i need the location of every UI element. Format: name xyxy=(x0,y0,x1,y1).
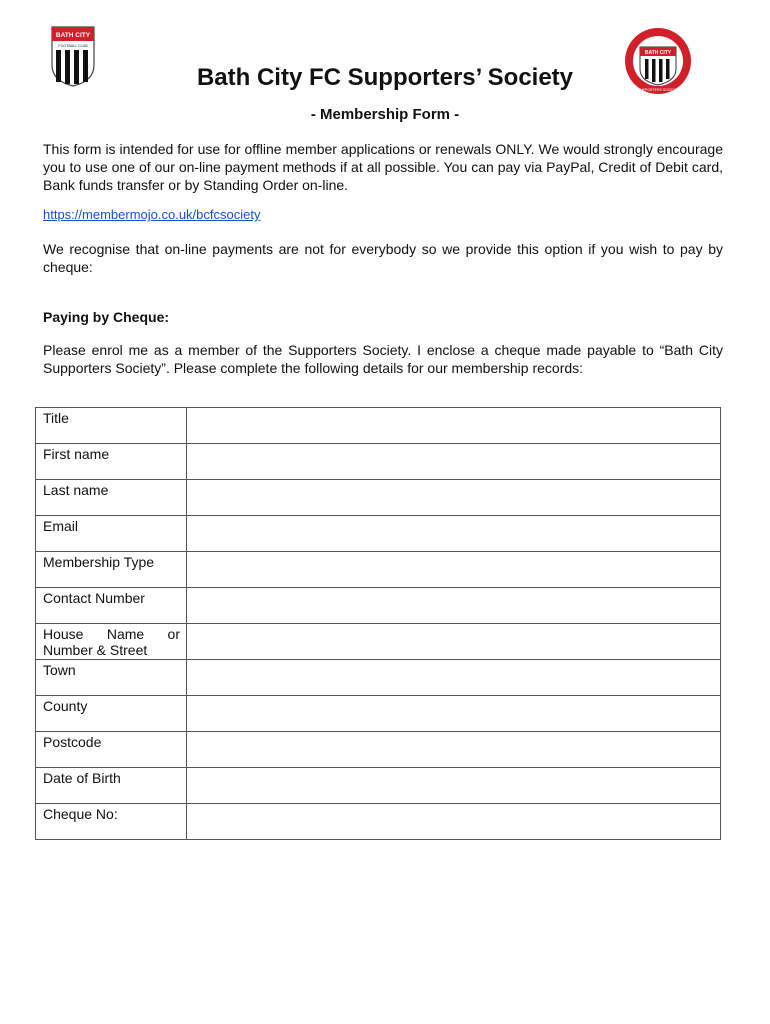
field-value-date-of-birth[interactable] xyxy=(187,768,721,804)
paying-by-cheque-heading: Paying by Cheque: xyxy=(43,309,170,325)
field-value-membership-type[interactable] xyxy=(187,552,721,588)
cheque-note-paragraph: We recognise that on-line payments are not for everybody so we provide this option if you wish to pay by cheque: xyxy=(43,241,723,275)
field-label-town: Town xyxy=(36,660,187,696)
enrol-paragraph: Please enrol me as a member of the Supporters Society. I enclose a cheque made payable to “Bath City Supporters Society”. Please complete the following details for our membership records: xyxy=(43,342,723,376)
field-value-title[interactable] xyxy=(187,408,721,444)
table-row xyxy=(36,696,721,732)
page-title: Bath City FC Supporters’ Society xyxy=(196,64,574,91)
field-value-town[interactable] xyxy=(187,660,721,696)
round-logo-text: BATH CITY xyxy=(644,50,672,56)
membership-details-table xyxy=(35,407,721,840)
table-row xyxy=(36,624,721,660)
field-label-first-name: First name xyxy=(36,444,187,480)
field-label-date-of-birth: Date of Birth xyxy=(36,768,187,804)
field-label-house-name xyxy=(36,624,187,660)
crest-subtext: FOOTBALL CLUB xyxy=(58,44,88,48)
field-label-last-name: Last name xyxy=(36,480,187,516)
crest-text: BATH CITY xyxy=(55,32,91,39)
intro-paragraph: This form is intended for use for offline member applications or renewals ONLY. We would strongly encourage you to use one of our on-line payment methods if at all possible. You can pay via PayPal, Credit of Debit card, Bank funds transfer or by Standing Order on-line. xyxy=(43,141,723,193)
table-row xyxy=(36,444,721,480)
field-value-last-name[interactable] xyxy=(187,480,721,516)
table-row xyxy=(36,552,721,588)
field-label-county: County xyxy=(36,696,187,732)
field-label-cheque-no: Cheque No: xyxy=(36,804,187,840)
table-row xyxy=(36,408,721,444)
field-label-title: Title xyxy=(36,408,187,444)
field-label-membership-type: Membership Type xyxy=(36,552,187,588)
table-row xyxy=(36,660,721,696)
table-row xyxy=(36,480,721,516)
field-label-email: Email xyxy=(36,516,187,552)
table-row xyxy=(36,768,721,804)
table-row xyxy=(36,804,721,840)
field-value-house-name[interactable] xyxy=(187,624,721,660)
field-label-house-name-line1: House Name or xyxy=(43,626,180,642)
field-value-cheque-no[interactable] xyxy=(187,804,721,840)
field-value-email[interactable] xyxy=(187,516,721,552)
table-row xyxy=(36,732,721,768)
field-value-first-name[interactable] xyxy=(187,444,721,480)
membermojo-link[interactable]: https://membermojo.co.uk/bcfcsociety xyxy=(43,207,261,222)
round-logo-ring-text: SUPPORTERS SOCIETY xyxy=(637,88,679,92)
field-label-postcode: Postcode xyxy=(36,732,187,768)
form-subtitle: - Membership Form - xyxy=(310,106,460,123)
field-value-contact-number[interactable] xyxy=(187,588,721,624)
field-value-county[interactable] xyxy=(187,696,721,732)
field-label-house-name-line2: Number & Street xyxy=(43,642,148,658)
field-value-postcode[interactable] xyxy=(187,732,721,768)
table-row xyxy=(36,516,721,552)
table-row xyxy=(36,588,721,624)
field-label-contact-number: Contact Number xyxy=(36,588,187,624)
